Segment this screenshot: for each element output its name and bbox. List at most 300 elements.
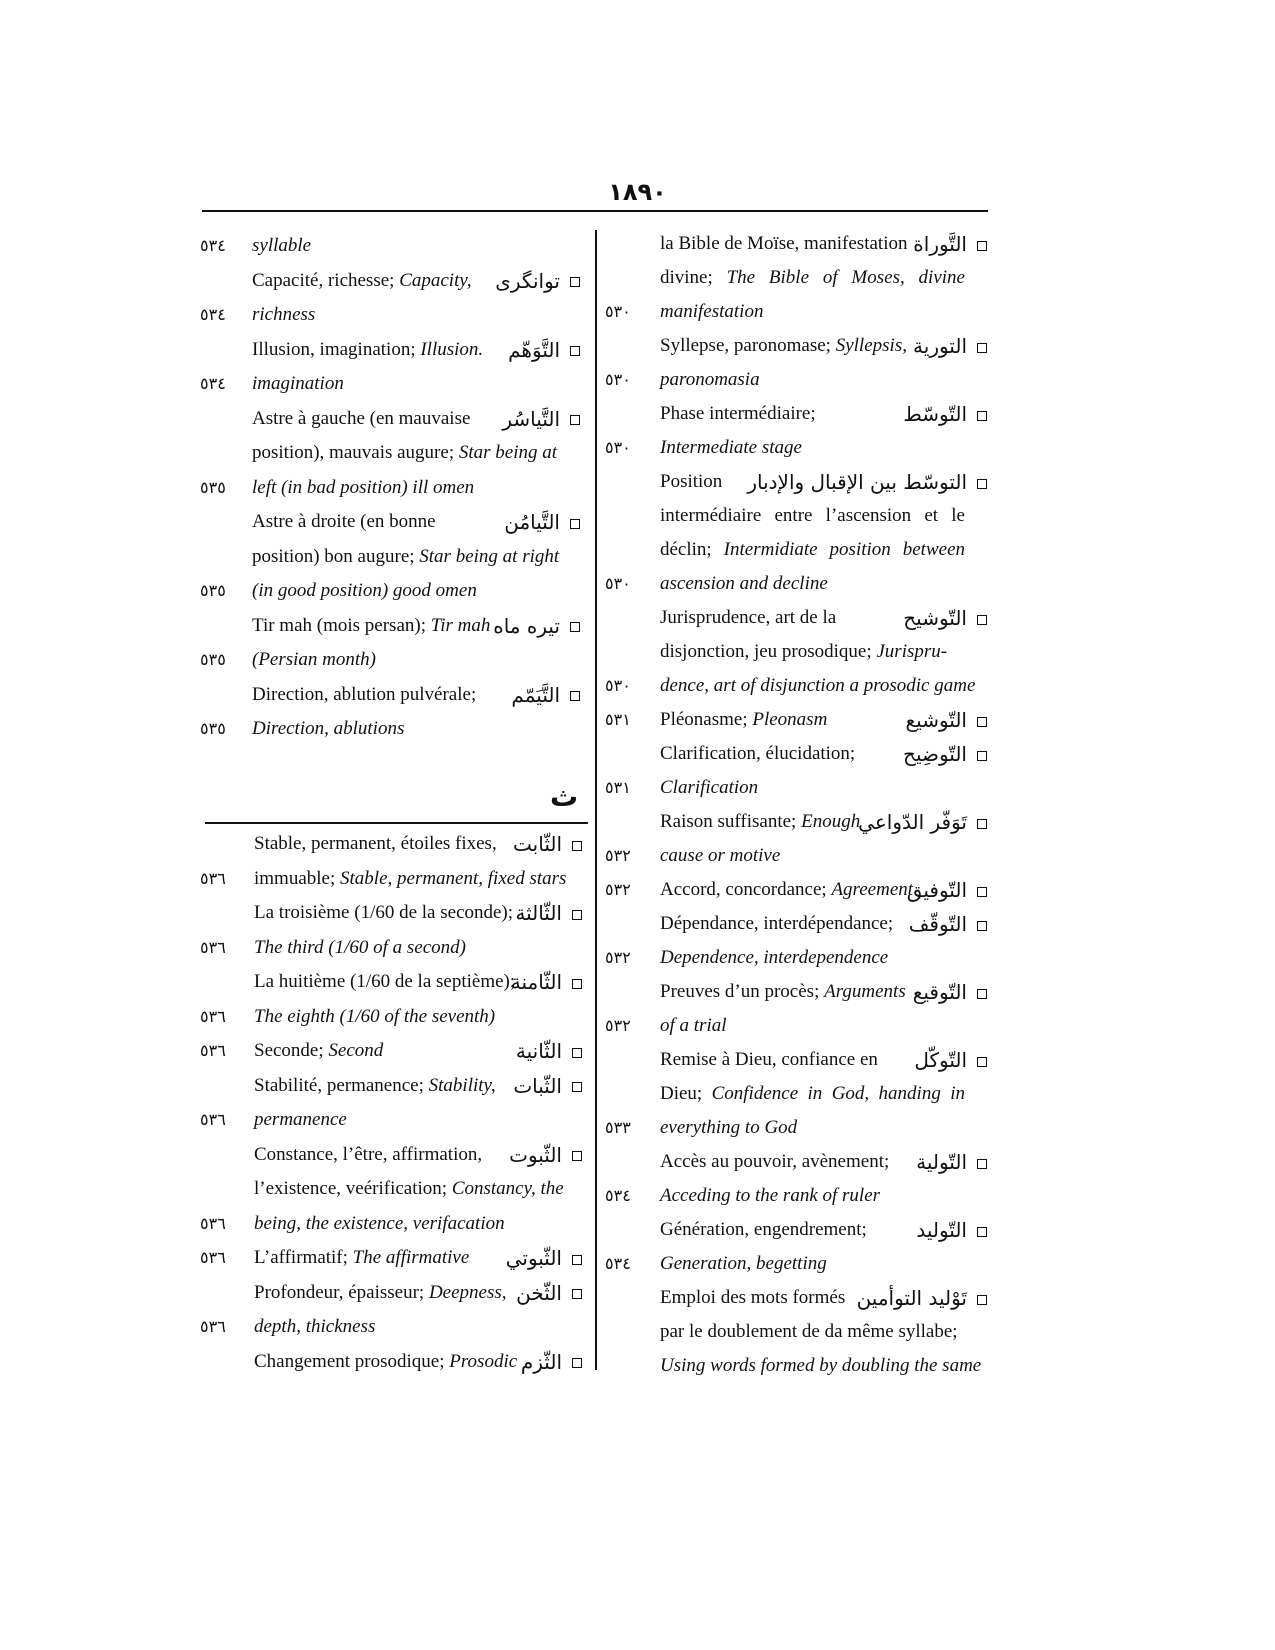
entry-text <box>660 602 836 634</box>
english-gloss: Stability, <box>428 1074 496 1096</box>
entry-bullet-icon <box>977 1159 987 1169</box>
entry-bullet-icon <box>977 343 987 353</box>
entry-text <box>660 908 893 940</box>
french-gloss: divine; <box>660 267 727 288</box>
english-gloss: The affirmative <box>352 1247 470 1268</box>
arabic-headword <box>511 679 580 711</box>
french-gloss: Capacité, richesse; <box>252 269 400 291</box>
entry-number: ٥٣٠ <box>605 574 631 593</box>
entry-number: ٥٣٤ <box>605 1186 631 1205</box>
entry-line <box>200 828 590 860</box>
entry-number: ٥٣٢ <box>605 846 631 865</box>
french-gloss: La huitième (1/60 de la septième); <box>254 971 516 992</box>
french-gloss: Position <box>660 471 723 492</box>
english-gloss: Pleonasm <box>752 709 828 730</box>
french-gloss: Accord, concordance; <box>660 879 832 900</box>
arabic-headword <box>913 228 987 260</box>
french-gloss: Accès au pouvoir, avènement; <box>660 1151 890 1172</box>
arabic-term: التّوكّل <box>914 1048 967 1072</box>
entry-text <box>660 1180 880 1212</box>
entry-text <box>660 500 965 532</box>
entry-line <box>605 908 990 940</box>
entry-number: ٥٣٣ <box>605 1118 631 1137</box>
entry-text <box>254 1104 347 1136</box>
entry-line <box>200 368 590 400</box>
english-gloss: Stable, permanent, fixed stars <box>340 867 567 889</box>
page-number: ١٨٩٠ <box>608 178 667 206</box>
arabic-term: تَوَفّر الدّواعي <box>858 810 967 834</box>
entry-line <box>605 398 990 430</box>
entry-text <box>254 1070 496 1102</box>
entry-bullet-icon <box>977 989 987 999</box>
english-gloss: being, the existence, verifacation <box>254 1212 505 1234</box>
entry-line <box>200 863 590 895</box>
french-gloss: Remise à Dieu, confiance en <box>660 1049 878 1070</box>
entry-line <box>605 1316 990 1348</box>
english-gloss: Intermidiate position between <box>723 539 966 560</box>
entry-line <box>200 966 590 998</box>
entry-text <box>254 932 466 964</box>
french-gloss: Astre à droite (en bonne <box>252 511 436 532</box>
entry-number: ٥٣٤ <box>605 1254 631 1273</box>
entry-line <box>200 472 590 504</box>
entry-text <box>254 1001 495 1033</box>
entry-line <box>605 262 990 294</box>
english-gloss: syllable <box>252 235 312 256</box>
english-gloss: Intermediate stage <box>660 437 802 458</box>
entry-text <box>660 466 722 498</box>
arabic-term: التّوضِيح <box>903 742 967 766</box>
entry-line <box>200 897 590 929</box>
entry-bullet-icon <box>572 841 582 851</box>
french-gloss: disjonction, jeu prosodique; <box>660 641 877 662</box>
entry-bullet-icon <box>572 979 582 989</box>
entry-line <box>605 568 990 600</box>
entry-text <box>252 230 311 262</box>
entry-bullet-icon <box>572 1358 582 1368</box>
entry-line <box>605 738 990 770</box>
entry-bullet-icon <box>977 1295 987 1305</box>
entry-line <box>200 932 590 964</box>
entry-line <box>200 1035 590 1067</box>
entry-bullet-icon <box>977 615 987 625</box>
arabic-term: التَّياسُر <box>502 406 560 431</box>
entry-line <box>200 265 590 297</box>
english-gloss: Second <box>328 1040 384 1061</box>
entry-bullet-icon <box>977 411 987 421</box>
french-gloss: Stable, permanent, étoiles fixes, <box>254 833 497 854</box>
english-gloss: Constancy, the <box>451 1178 564 1199</box>
entry-number: ٥٣٠ <box>605 370 631 389</box>
french-gloss: L’affirmatif; <box>254 1247 353 1268</box>
entry-text <box>660 772 758 804</box>
arabic-term: التّولية <box>916 1150 967 1174</box>
entry-number: ٥٣١ <box>605 710 631 729</box>
arabic-term: التّوشيح <box>903 606 967 630</box>
english-gloss: Using words formed by doubling the same <box>660 1355 982 1376</box>
entry-number: ٥٣٦ <box>200 1248 226 1267</box>
arabic-term: التّوليد <box>916 1218 967 1242</box>
entry-line <box>200 299 590 331</box>
arabic-headword <box>913 976 987 1008</box>
arabic-term: الثّزم <box>520 1349 562 1374</box>
french-gloss: Phase intermédiaire; <box>660 403 816 424</box>
arabic-headword <box>903 602 987 634</box>
english-gloss: Direction, ablutions <box>252 718 405 739</box>
entry-line <box>605 1078 990 1110</box>
entry-line <box>605 1112 990 1144</box>
entry-text <box>254 1277 507 1309</box>
french-gloss: Pléonasme; <box>660 709 753 730</box>
entry-line <box>605 1146 990 1178</box>
entry-number: ٥٣٠ <box>605 438 631 457</box>
entry-text <box>252 541 559 573</box>
arabic-headword <box>513 828 582 860</box>
entry-line <box>605 228 990 260</box>
entry-text <box>252 610 490 642</box>
arabic-term: التوسّط بين الإقبال والإدبار <box>747 470 967 494</box>
entry-number: ٥٣١ <box>605 778 631 797</box>
english-gloss: manifestation <box>660 301 764 322</box>
english-gloss: Dependence, interdependence <box>660 947 889 968</box>
arabic-term: التورية <box>913 334 967 358</box>
entry-text <box>660 1078 965 1110</box>
entry-text <box>660 738 855 770</box>
french-gloss: Clarification, élucidation; <box>660 743 856 764</box>
entry-line <box>605 1180 990 1212</box>
entry-number: ٥٣٦ <box>200 1110 226 1129</box>
arabic-term: الثّانية <box>515 1039 562 1063</box>
french-gloss: Illusion, imagination; <box>252 338 421 360</box>
entry-bullet-icon <box>572 1255 582 1265</box>
english-gloss: of a trial <box>660 1015 727 1036</box>
entry-number: ٥٣٥ <box>200 477 226 497</box>
entry-text <box>660 874 913 906</box>
entry-text <box>252 506 436 538</box>
english-gloss: Jurispru- <box>876 641 948 662</box>
french-gloss: Dieu; <box>660 1083 712 1104</box>
entry-text <box>660 568 828 600</box>
arabic-term: التَّيَمّم <box>511 682 560 707</box>
arabic-headword <box>914 1044 987 1076</box>
french-gloss: Preuves d’un procès; <box>660 981 825 1002</box>
section-letter: ث <box>550 780 579 813</box>
entry-text <box>660 1044 878 1076</box>
french-gloss: Astre à gauche (en mauvaise <box>252 407 471 429</box>
entry-text <box>660 1146 889 1178</box>
entry-text <box>660 636 947 668</box>
arabic-headword <box>513 1070 582 1102</box>
entry-text <box>252 403 470 435</box>
entry-text <box>660 840 780 872</box>
french-gloss: Emploi des mots formés <box>660 1287 846 1308</box>
english-gloss: cause or motive <box>660 845 781 866</box>
english-gloss: Acceding to the rank of ruler <box>660 1185 881 1206</box>
entry-line <box>605 1044 990 1076</box>
entry-number: ٥٣٤ <box>200 374 226 393</box>
entry-line <box>200 541 590 573</box>
english-gloss: Star being at <box>458 442 558 463</box>
english-gloss: Generation, begetting <box>660 1253 827 1274</box>
french-gloss: Changement prosodique; <box>254 1350 450 1372</box>
entry-line <box>605 942 990 974</box>
entry-number: ٥٣٥ <box>200 581 226 600</box>
arabic-term: التّوفيق <box>906 878 967 902</box>
section-rule <box>205 822 588 824</box>
entry-line <box>200 1242 590 1274</box>
entry-text <box>254 1139 482 1171</box>
entry-text <box>660 262 965 294</box>
entry-text <box>252 334 483 366</box>
french-gloss: l’existence, veérification; <box>254 1178 452 1199</box>
arabic-term: الثّابت <box>513 832 562 856</box>
arabic-term: التّوشيع <box>905 708 967 732</box>
entry-line <box>200 1070 590 1102</box>
entry-number: ٥٣٠ <box>605 302 631 321</box>
french-gloss: position) bon augure; <box>252 545 420 567</box>
english-gloss: dence, art of disjunction a prosodic game <box>660 675 976 696</box>
arabic-headword <box>747 466 987 498</box>
entry-line <box>200 1277 590 1309</box>
entry-line <box>200 1311 590 1343</box>
arabic-headword <box>857 1282 987 1314</box>
entry-number: ٥٣٦ <box>200 1041 226 1060</box>
entry-line <box>605 772 990 804</box>
english-gloss: depth, thickness <box>254 1316 376 1337</box>
arabic-headword <box>909 908 987 940</box>
arabic-term: التَّوَهّم <box>508 337 560 362</box>
english-gloss: The Bible of Moses, divine <box>726 267 965 288</box>
entry-line <box>605 466 990 498</box>
entry-text <box>660 1248 827 1280</box>
french-gloss: Tir mah (mois persan); <box>252 614 431 636</box>
entry-text <box>254 828 497 860</box>
arabic-headword <box>903 738 987 770</box>
entry-line <box>200 610 590 642</box>
english-gloss: imagination <box>252 373 344 394</box>
english-gloss: ascension and decline <box>660 573 828 594</box>
arabic-term: التّوقيع <box>912 980 967 1004</box>
entry-bullet-icon <box>572 1048 582 1058</box>
arabic-headword <box>493 610 580 642</box>
entry-line <box>605 364 990 396</box>
entry-bullet-icon <box>570 415 580 425</box>
entry-line <box>605 1350 990 1382</box>
entry-line <box>605 432 990 464</box>
french-gloss: intermédiaire entre l’ascension et le <box>660 505 965 526</box>
entry-number: ٥٣٢ <box>605 948 631 967</box>
entry-bullet-icon <box>977 921 987 931</box>
arabic-headword <box>916 1146 987 1178</box>
entry-bullet-icon <box>977 479 987 489</box>
french-gloss: La troisième (1/60 de la seconde); <box>254 902 514 923</box>
english-gloss: Arguments <box>824 981 906 1002</box>
arabic-headword <box>504 506 580 538</box>
arabic-headword <box>511 966 582 998</box>
entry-text <box>660 976 906 1008</box>
entry-line <box>605 874 990 906</box>
english-gloss: Capacity, <box>399 269 472 291</box>
entry-text <box>660 704 827 736</box>
entry-line <box>200 1173 590 1205</box>
entry-bullet-icon <box>570 622 580 632</box>
entry-bullet-icon <box>570 277 580 287</box>
english-gloss: Star being at right <box>419 545 560 567</box>
entry-text <box>660 806 860 838</box>
french-gloss: Syllepse, paronomase; <box>660 335 836 356</box>
entry-bullet-icon <box>570 691 580 701</box>
french-gloss: par le doublement de da même syllabe; <box>660 1321 958 1342</box>
entry-line <box>200 1208 590 1240</box>
arabic-headword <box>502 403 580 435</box>
french-gloss: Raison suffisante; <box>660 811 802 832</box>
entry-text <box>660 670 975 702</box>
entry-line <box>605 1282 990 1314</box>
entry-text <box>252 679 476 711</box>
french-gloss: Génération, engendrement; <box>660 1219 867 1240</box>
entry-line <box>200 230 590 262</box>
arabic-term: الثّخن <box>516 1280 562 1305</box>
english-gloss: (in good position) good omen <box>252 580 477 601</box>
arabic-term: الثّالثة <box>515 901 562 925</box>
entry-text <box>254 897 513 929</box>
entry-text <box>252 575 477 607</box>
entry-bullet-icon <box>977 751 987 761</box>
english-gloss: Clarification <box>660 777 759 798</box>
french-gloss: Direction, ablution pulvérale; <box>252 683 477 705</box>
entry-text <box>660 1316 958 1348</box>
entry-bullet-icon <box>572 1082 582 1092</box>
french-gloss: Seconde; <box>254 1040 329 1061</box>
arabic-headword <box>506 1242 582 1274</box>
english-gloss: The eighth (1/60 of the seventh) <box>254 1005 496 1027</box>
entry-bullet-icon <box>572 1289 582 1299</box>
entry-bullet-icon <box>977 819 987 829</box>
arabic-headword <box>907 874 987 906</box>
entry-bullet-icon <box>977 1057 987 1067</box>
entry-text <box>660 398 816 430</box>
entry-text <box>254 1173 564 1205</box>
entry-text <box>254 1242 469 1274</box>
entry-line <box>605 670 990 702</box>
entry-number: ٥٣٦ <box>200 1213 226 1233</box>
entry-line <box>605 840 990 872</box>
entry-text <box>252 472 474 504</box>
entry-bullet-icon <box>570 519 580 529</box>
entry-number: ٥٣٦ <box>200 937 226 957</box>
arabic-headword <box>906 704 987 736</box>
entry-line <box>200 1001 590 1033</box>
entry-bullet-icon <box>572 1151 582 1161</box>
arabic-term: الثّبات <box>513 1073 562 1098</box>
entry-line <box>605 806 990 838</box>
entry-text <box>252 299 315 331</box>
entry-text <box>660 1010 727 1042</box>
french-gloss: Dépendance, interdépendance; <box>660 913 894 934</box>
english-gloss: Illusion. <box>420 338 484 360</box>
english-gloss: The third (1/60 of a second) <box>254 936 466 958</box>
entry-text <box>660 228 907 260</box>
french-gloss: immuable; <box>254 867 341 889</box>
entry-number: ٥٣٠ <box>605 676 631 695</box>
english-gloss: richness <box>252 304 316 325</box>
entry-text <box>254 863 566 895</box>
entry-line <box>200 1104 590 1136</box>
entry-bullet-icon <box>977 717 987 727</box>
english-gloss: Deepness, <box>428 1281 507 1303</box>
entry-line <box>200 1346 590 1378</box>
entry-line <box>605 534 990 566</box>
entry-text <box>252 644 376 676</box>
arabic-headword <box>516 1035 582 1067</box>
entry-text <box>252 368 344 400</box>
entry-line <box>605 1214 990 1246</box>
arabic-term: الثّامنة <box>510 970 562 994</box>
french-gloss: position), mauvais augure; <box>252 442 459 463</box>
entry-line <box>200 437 590 469</box>
arabic-term: توانگری <box>495 268 560 293</box>
arabic-headword <box>916 1214 987 1246</box>
entry-text <box>660 1282 845 1314</box>
english-gloss: Tir mah <box>430 614 491 636</box>
arabic-headword <box>509 1139 582 1171</box>
entry-text <box>252 437 557 469</box>
entry-text <box>254 1346 517 1378</box>
arabic-term: تَوْليد التوأمين <box>856 1286 967 1310</box>
french-gloss: déclin; <box>660 539 724 560</box>
arabic-headword <box>515 897 582 929</box>
english-gloss: Confidence in God, handing in <box>711 1083 965 1104</box>
arabic-headword <box>495 265 580 297</box>
entry-bullet-icon <box>572 910 582 920</box>
entry-text <box>254 1035 383 1067</box>
entry-line <box>605 1010 990 1042</box>
arabic-term: التَّيامُن <box>504 510 560 534</box>
entry-bullet-icon <box>570 346 580 356</box>
french-gloss: Jurisprudence, art de la <box>660 607 837 628</box>
arabic-headword <box>516 1277 582 1309</box>
entry-text <box>252 713 404 745</box>
entry-text <box>660 432 802 464</box>
entry-line <box>605 330 990 362</box>
entry-line <box>200 1139 590 1171</box>
french-gloss: Constance, l’être, affirmation, <box>254 1143 483 1165</box>
entry-line <box>200 679 590 711</box>
header-rule <box>202 210 988 212</box>
entry-text <box>660 296 763 328</box>
arabic-term: تيره ماه <box>493 613 560 638</box>
entry-line <box>200 575 590 607</box>
entry-text <box>660 1350 981 1382</box>
entry-text <box>660 364 760 396</box>
english-gloss: Agreement <box>831 879 914 900</box>
entry-line <box>605 602 990 634</box>
entry-bullet-icon <box>977 887 987 897</box>
arabic-headword <box>913 330 987 362</box>
entry-text <box>660 534 965 566</box>
entry-line <box>605 500 990 532</box>
entry-number: ٥٣٦ <box>200 1317 226 1336</box>
entry-line <box>200 644 590 676</box>
entry-bullet-icon <box>977 1227 987 1237</box>
entry-line <box>200 403 590 435</box>
entry-text <box>254 966 515 998</box>
entry-bullet-icon <box>977 241 987 251</box>
entry-number: ٥٣٢ <box>605 880 631 899</box>
entry-text <box>252 265 472 297</box>
entry-text <box>660 942 888 974</box>
entry-line <box>200 713 590 745</box>
